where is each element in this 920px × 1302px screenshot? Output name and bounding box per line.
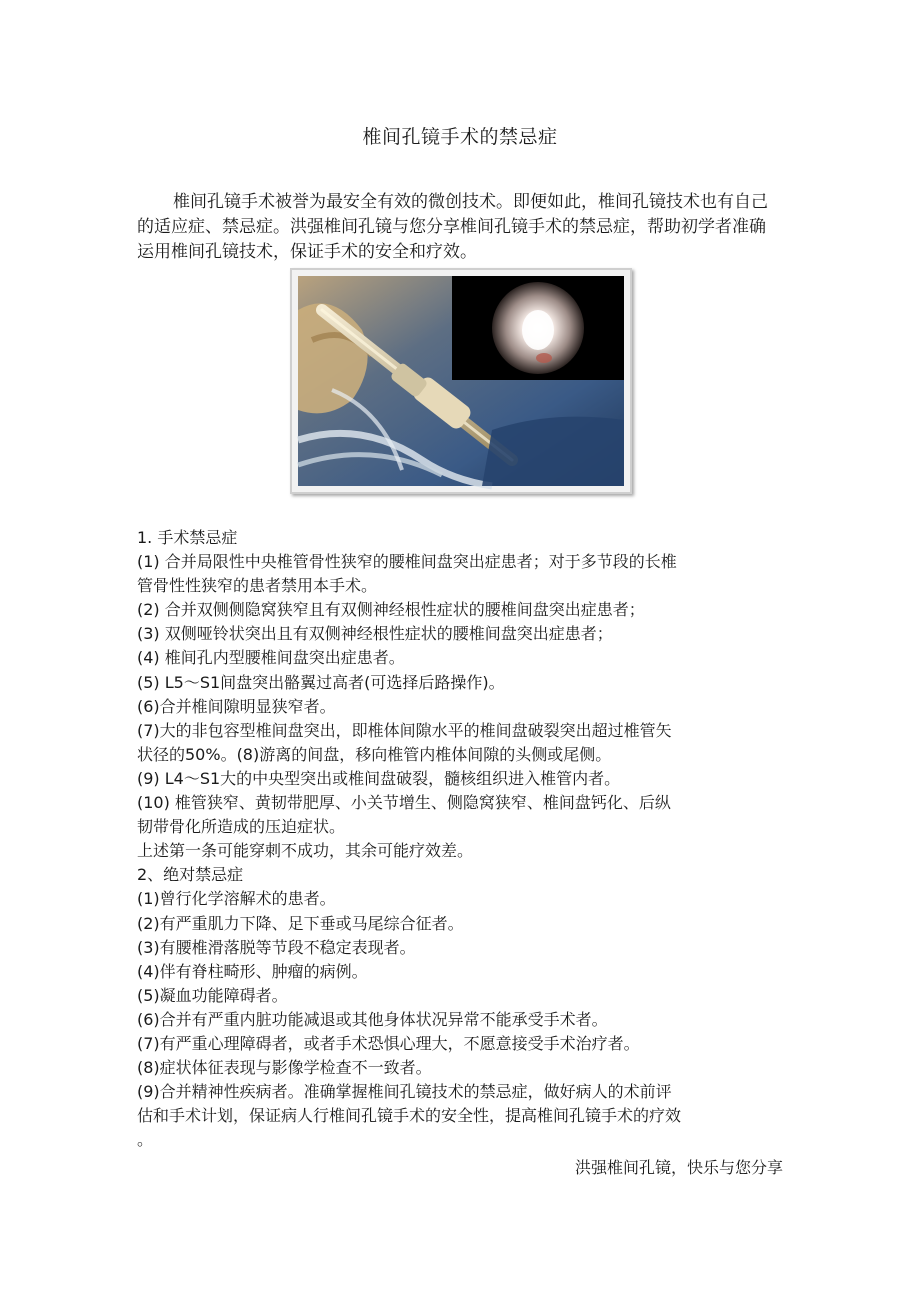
list-line: (2) 合并双侧侧隐窝狭窄且有双侧神经根性症状的腰椎间盘突出症患者；: [137, 600, 645, 620]
document-title: 椎间孔镜手术的禁忌症: [362, 126, 558, 148]
list-line: 状径的50%。(8)游离的间盘，移向椎管内椎体间隙的头侧或尾侧。: [137, 744, 612, 764]
list-line: (10) 椎管狭窄、黄韧带肥厚、小关节增生、侧隐窝狭窄、椎间盘钙化、后纵: [137, 793, 671, 813]
list-line: 估和手术计划，保证病人行椎间孔镜手术的安全性，提高椎间孔镜手术的疗效: [137, 1106, 682, 1126]
list-line: 管骨性性狭窄的患者禁用本手术。: [137, 576, 378, 596]
list-line: (5)凝血功能障碍者。: [137, 985, 288, 1005]
list-line: (1) 合并局限性中央椎管骨性狭窄的腰椎间盘突出症患者；对于多节段的长椎: [137, 552, 677, 572]
surgery-photo-illustration: [292, 270, 630, 492]
list-line: (2)有严重肌力下降、足下垂或马尾综合征者。: [137, 913, 464, 933]
signature: 洪强椎间孔镜，快乐与您分享: [574, 1158, 783, 1177]
contraindication-list: [137, 526, 787, 1152]
list-line: (8)症状体征表现与影像学检查不一致者。: [137, 1058, 432, 1078]
list-line: (3) 双侧哑铃状突出且有双侧神经根性症状的腰椎间盘突出症患者；: [137, 624, 613, 644]
list-line: (4) 椎间孔内型腰椎间盘突出症患者。: [137, 648, 405, 668]
list-line: 韧带骨化所造成的压迫症状。: [137, 817, 346, 837]
list-line: (7)有严重心理障碍者，或者手术恐惧心理大，不愿意接受手术治疗者。: [137, 1033, 640, 1053]
list-line: (9)合并精神性疾病者。准确掌握椎间孔镜技术的禁忌症，做好病人的术前评: [137, 1082, 672, 1102]
list-line: (5) L5～S1间盘突出骼翼过高者(可选择后路操作)。: [137, 672, 505, 692]
list-line: 1. 手术禁忌症: [137, 528, 238, 547]
list-line: (3)有腰椎滑落脱等节段不稳定表现者。: [137, 937, 416, 957]
list-line: 2、绝对禁忌症: [137, 865, 244, 885]
intro-paragraph: 椎间孔镜手术被誉为最安全有效的微创技术。即便如此，椎间孔镜技术也有自己的适应症、禁忌症。洪强椎间孔镜与您分享椎间孔镜手术的禁忌症，帮助初学者准确运用椎间孔镜技术，保证手术的安全和疗效。: [137, 192, 768, 262]
list-line: (6)合并有严重内脏功能减退或其他身体状况异常不能承受手术者。: [137, 1009, 608, 1029]
list-line: (9) L4～S1大的中央型突出或椎间盘破裂，髓核组织进入椎管内者。: [137, 768, 621, 788]
list-line: 。: [137, 1130, 154, 1150]
list-line: (7)大的非包容型椎间盘突出，即椎体间隙水平的椎间盘破裂突出超过椎管矢: [137, 720, 672, 740]
surgery-photo: [290, 268, 632, 494]
list-line: (4)伴有脊柱畸形、肿瘤的病例。: [137, 961, 368, 981]
list-line: 上述第一条可能穿刺不成功，其余可能疗效差。: [137, 841, 474, 861]
list-line: (6)合并椎间隙明显狭窄者。: [137, 696, 336, 716]
list-line: (1)曾行化学溶解术的患者。: [137, 889, 336, 909]
